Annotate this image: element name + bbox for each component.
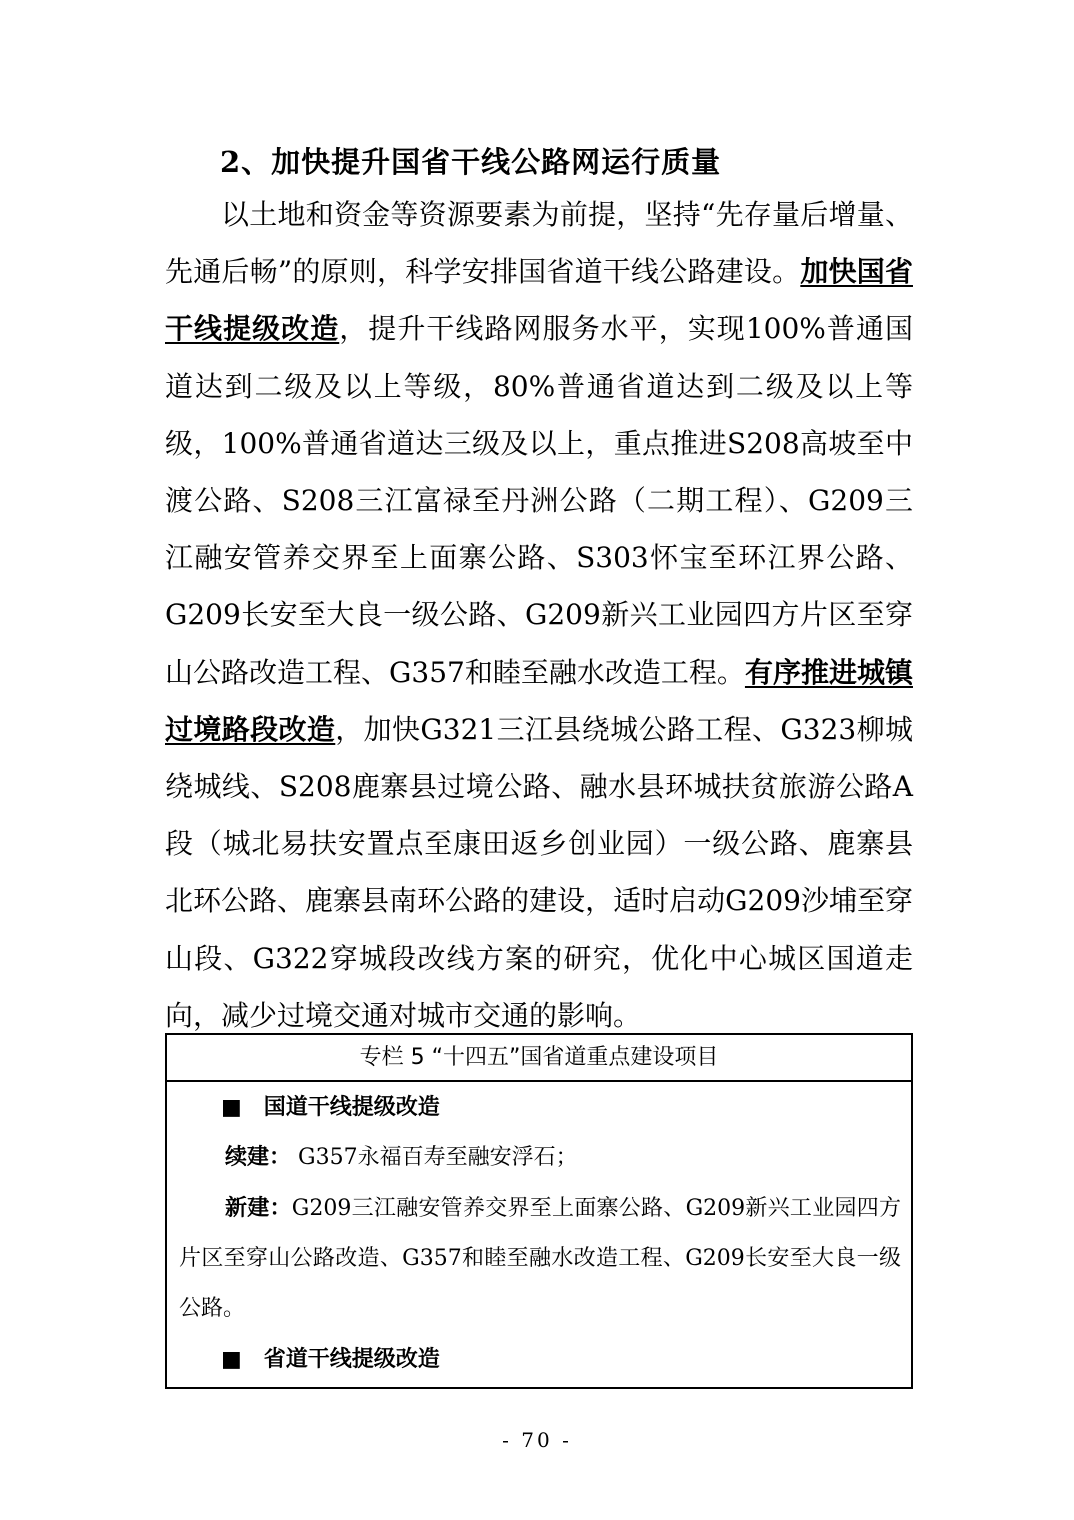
box-content [167,1082,911,1384]
new-text: G209三江融安管养交界至上面寨公路、G209新兴工业园四方片区至穿山公路改造、G357和睦至融水改造工程、G209长安至大良一级公路。 [179,1196,901,1321]
paragraph-text: ，加快G321三江县绕城公路工程、G323柳城绕城线、S208鹿寨县过境公路、融水县环城扶贫旅游公路A段（城北易扶安置点至康田返乡创业园）一级公路、鹿寨县北环公路、鹿寨县南环公路的建设，适时启动G209沙埔至穿山段、G322穿城段改线方案的研究，优化中心城区国道走向，减少过境交通对城市交通的影响。 [165,712,913,1032]
continue-line [179,1132,901,1183]
body-text [165,186,913,1044]
bullet-national-road: ■ 国道干线提级改造 [221,1094,440,1120]
paragraph-text: 以土地和资金等资源要素为前提，坚持“先存量后增量、先通后畅”的原则，科学安排国省道干线公路建设。 [165,198,913,289]
emphasis-text: 加快国省干线提级改造 [165,255,913,346]
paragraph-1 [165,186,913,1044]
new-block [179,1183,901,1334]
emphasis-text: 有序推进城镇过境路段改造 [165,655,913,746]
section-heading: 2、加快提升国省干线公路网运行质量 [220,145,722,179]
continue-label: 续建： [225,1144,292,1170]
new-line [179,1183,901,1334]
bullet-provincial-road: ■ 省道干线提级改造 [221,1346,440,1372]
continue-text: G357永福百寿至融安浮石； [298,1145,578,1170]
project-box [165,1033,913,1389]
page-number: - 70 - [502,1428,572,1452]
paragraph-text: ，提升干线路网服务水平，实现100%普通国道达到二级及以上等级，80%普通省道达到二级及以上等级，100%普通省道达三级及以上，重点推进S208高坡至中渡公路、S208三江富禄至丹洲公路（二期工程）、G209三江融安管养交界至上面寨公路、S303怀宝至环江界公路、G209长安至大良一级公路、G209新兴工业园四方片区至穿山公路改造工程、G357和睦至融水改造工程。 [165,312,913,689]
new-label: 新建： [225,1195,292,1221]
box-title: 专栏 5 “十四五”国省道重点建设项目 [167,1035,911,1082]
